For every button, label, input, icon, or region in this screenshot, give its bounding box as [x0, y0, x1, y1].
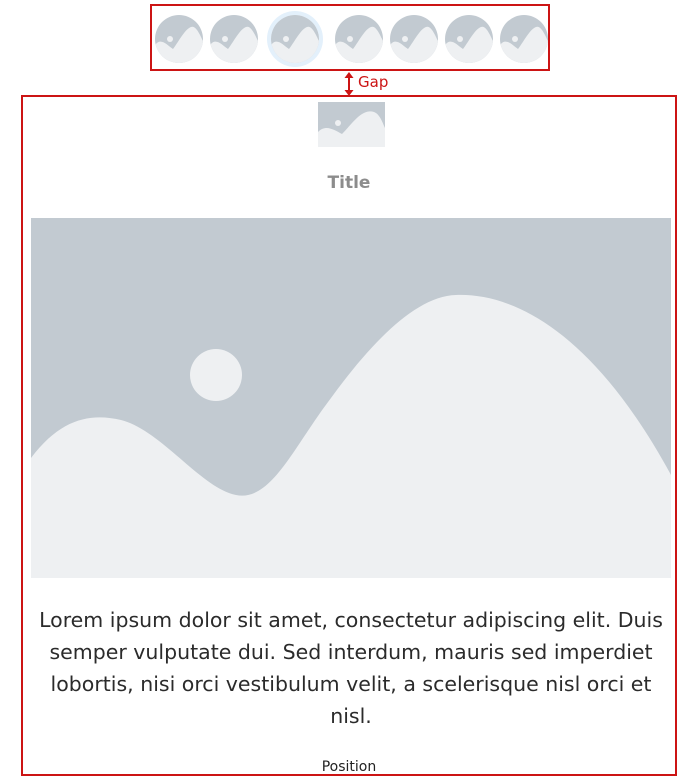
- image-placeholder-icon: [210, 15, 258, 63]
- card-body-text: Lorem ipsum dolor sit amet, consectetur adipiscing elit. Duis semper vulputate dui. Sed interdum, mauris sed imperdiet lobortis, nisi orci vestibulum velit, a scelerisque nisl orci et nisl.: [39, 608, 663, 728]
- image-placeholder-icon: [271, 15, 319, 63]
- gap-arrow-icon: [343, 72, 355, 96]
- thumbnail-6[interactable]: [445, 15, 493, 63]
- image-placeholder-icon: [445, 15, 493, 63]
- image-placeholder-icon: [390, 15, 438, 63]
- image-placeholder-icon: [155, 15, 203, 63]
- content-card: [21, 95, 677, 776]
- image-placeholder-icon: [335, 15, 383, 63]
- hero-image-placeholder: [31, 218, 671, 578]
- image-placeholder-icon: [318, 102, 385, 147]
- thumbnail-3-selected[interactable]: [271, 15, 319, 63]
- thumbnail-2[interactable]: [210, 15, 258, 63]
- image-placeholder-icon: [500, 15, 548, 63]
- thumbnail-5[interactable]: [390, 15, 438, 63]
- thumbnail-1[interactable]: [155, 15, 203, 63]
- thumbnail-strip: [150, 4, 550, 71]
- gap-label: Gap: [358, 73, 389, 91]
- position-label: Position: [321, 759, 377, 775]
- thumbnail-4[interactable]: [335, 15, 383, 63]
- thumbnail-7[interactable]: [500, 15, 548, 63]
- card-title: Title: [327, 173, 371, 193]
